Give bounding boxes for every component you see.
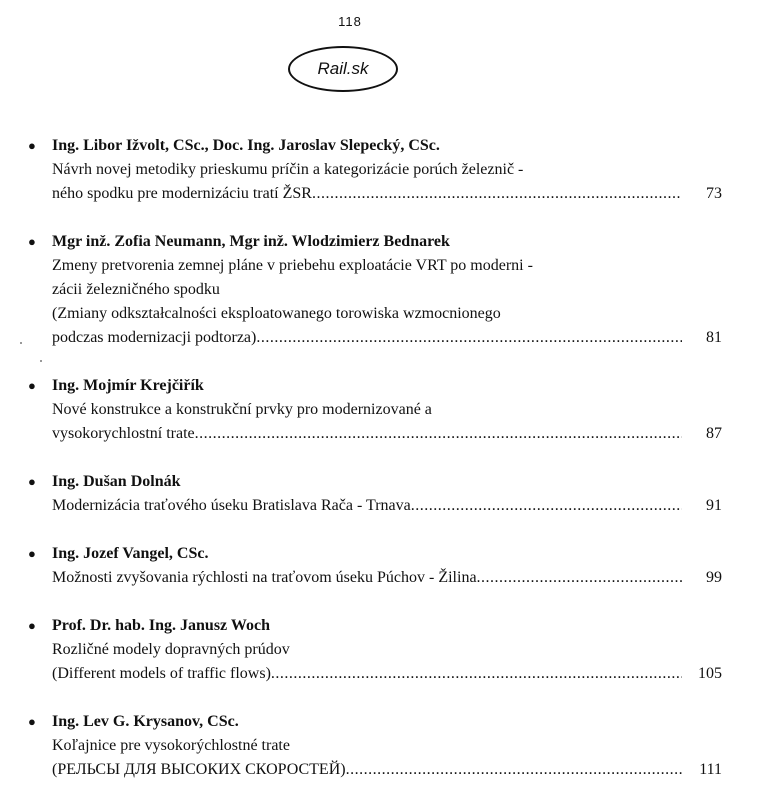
- entry-title-last-line: [52, 182, 722, 206]
- bullet-icon: ●: [28, 378, 36, 393]
- entry-authors: Ing. Jozef Vangel, CSc.: [52, 545, 209, 562]
- entry-page-number: 81: [706, 329, 722, 346]
- toc-entry: [0, 374, 766, 470]
- bullet-icon: ●: [28, 138, 36, 153]
- entry-authors: Ing. Dušan Dolnák: [52, 473, 181, 490]
- dot-leader: [195, 422, 682, 446]
- toc-entry: [0, 230, 766, 374]
- entry-title-line: (Different models of traffic flows): [52, 665, 271, 682]
- entry-title-line: vysokorychlostní trate: [52, 425, 195, 442]
- entry-title-last-line: [52, 422, 722, 446]
- bullet-icon: ●: [28, 618, 36, 633]
- dot-leader: [256, 326, 682, 350]
- dot-leader: [411, 494, 682, 518]
- entry-authors: Mgr inž. Zofia Neumann, Mgr inž. Wlodzimierz Bednarek: [52, 233, 450, 250]
- entry-title-last-line: [52, 758, 722, 782]
- entry-title-line: Rozličné modely dopravných prúdov: [52, 641, 290, 658]
- entry-title-line: Nové konstrukce a konstrukční prvky pro modernizované a: [52, 401, 432, 418]
- entry-title-line: Modernizácia traťového úseku Bratislava Rača - Trnava: [52, 497, 411, 514]
- toc-entry: [0, 710, 766, 806]
- entry-authors: Ing. Lev G. Krysanov, CSc.: [52, 713, 239, 730]
- bullet-icon: ●: [28, 474, 36, 489]
- toc-entry: [0, 614, 766, 710]
- entry-title-line: zácii železničného spodku: [52, 281, 220, 298]
- entry-title-last-line: [52, 566, 722, 590]
- toc-entry: [0, 134, 766, 230]
- bullet-icon: ●: [28, 714, 36, 729]
- entry-title-line: Zmeny pretvorenia zemnej pláne v priebehu exploatácie VRT po moderni -: [52, 257, 533, 274]
- entry-title-last-line: [52, 494, 722, 518]
- entry-page-number: 105: [698, 665, 722, 682]
- dot-leader: [312, 182, 682, 206]
- entry-title-line: (Zmiany odkształcalności eksploatowanego torowiska wzmocnionego: [52, 305, 501, 322]
- entry-title-last-line: [52, 326, 722, 350]
- entry-authors: Prof. Dr. hab. Ing. Janusz Woch: [52, 617, 270, 634]
- entry-title-line: ného spodku pre modernizáciu tratí ŽSR: [52, 185, 312, 202]
- entry-authors: Ing. Mojmír Krejčiřík: [52, 377, 204, 394]
- bullet-icon: ●: [28, 234, 36, 249]
- entry-title-line: podczas modernizacji podtorza): [52, 329, 257, 346]
- entry-title-line: Návrh novej metodiky prieskumu príčin a kategorizácie porúch železnič -: [52, 161, 524, 178]
- entry-authors: Ing. Libor Ižvolt, CSc., Doc. Ing. Jaroslav Slepecký, CSc.: [52, 137, 440, 154]
- dot-leader: [477, 566, 682, 590]
- entry-page-number: 87: [706, 425, 722, 442]
- page-number: 118: [338, 14, 362, 29]
- entry-page-number: 99: [706, 569, 722, 586]
- entry-page-number: 111: [699, 761, 722, 778]
- logo-text: Rail.sk: [317, 59, 369, 78]
- entry-title-line: (РЕЛЬСЫ ДЛЯ ВЫСОКИХ СКОРОСТЕЙ): [52, 761, 346, 778]
- dot-leader: [346, 758, 682, 782]
- entry-title-line: Možnosti zvyšovania rýchlosti na traťovom úseku Púchov - Žilina: [52, 569, 477, 586]
- bullet-icon: ●: [28, 546, 36, 561]
- rail-sk-logo: [288, 46, 398, 92]
- entry-page-number: 73: [706, 185, 722, 202]
- entry-title-last-line: [52, 662, 722, 686]
- toc-entry: [0, 542, 766, 614]
- entry-title-line: Koľajnice pre vysokorýchlostné trate: [52, 737, 290, 754]
- dot-leader: [271, 662, 682, 686]
- toc-entry: [0, 470, 766, 542]
- table-of-contents: [0, 134, 766, 806]
- entry-page-number: 91: [706, 497, 722, 514]
